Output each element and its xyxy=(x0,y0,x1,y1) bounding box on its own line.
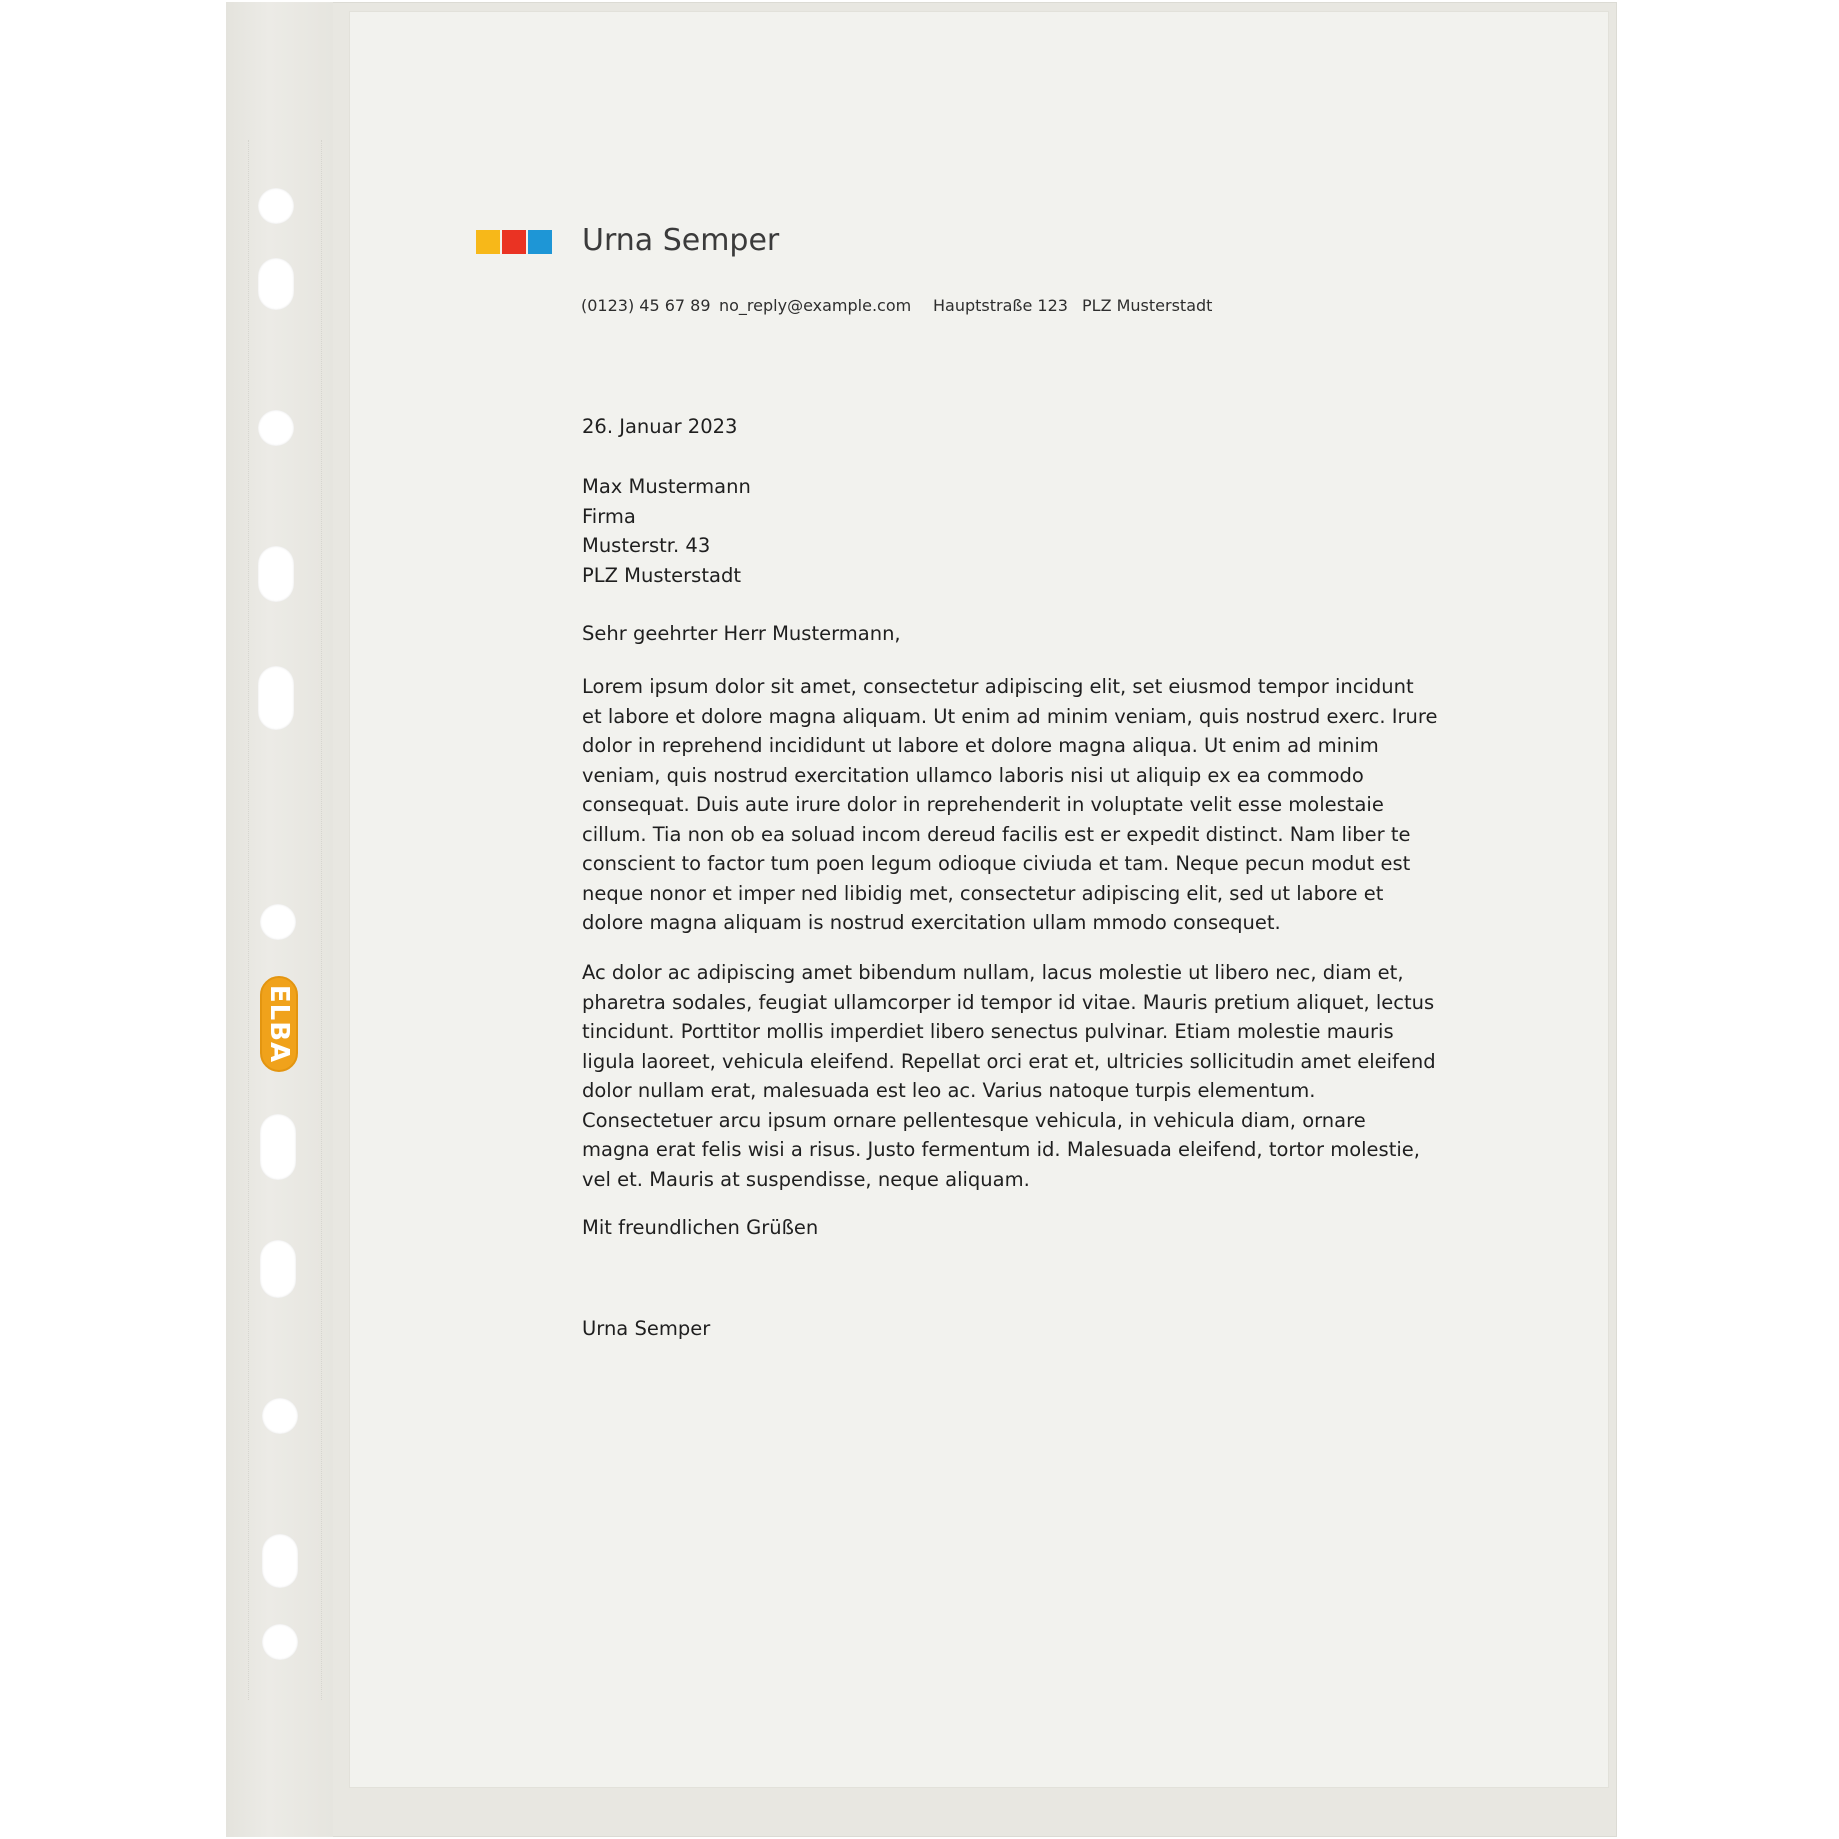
paragraph-line: consequat. Duis aute irure dolor in reprehenderit in voluptate velit esse molestaie xyxy=(582,793,1384,816)
punch-hole xyxy=(262,1534,298,1588)
binding-strip-seam xyxy=(321,140,325,1700)
punch-hole xyxy=(258,666,294,730)
paragraph-line: Ac dolor ac adipiscing amet bibendum nullam, lacus molestie ut libero nec, diam et, xyxy=(582,961,1404,984)
brand-logo-badge xyxy=(260,976,298,1072)
paragraph-line: neque nonor et imper ned libidig met, consectetur adipiscing elit, sed ut labore et xyxy=(582,881,1384,905)
color-squares-logo xyxy=(476,230,554,254)
punch-hole xyxy=(262,1624,298,1660)
paragraph-line: dolore magna aliquam is nostrud exercitation ullam mmodo consequet. xyxy=(582,911,1281,934)
signature-name: Urna Semper xyxy=(582,1317,711,1340)
logo-square-blue xyxy=(528,230,552,254)
logo-square-yellow xyxy=(476,230,500,254)
sender-street: Hauptstraße 123 xyxy=(933,296,1068,315)
brand-logo-text: ELBA xyxy=(264,984,294,1064)
letter-date: 26. Januar 2023 xyxy=(582,415,738,438)
recipient-line: Firma xyxy=(582,504,636,528)
paragraph-line: pharetra sodales, feugiat ullamcorper id tempor id vitae. Mauris pretium aliquet, lectus xyxy=(582,990,1435,1014)
paragraph-line: cillum. Tia non ob ea soluad incom dereud facilis est er expedit distinct. Nam liber te xyxy=(582,822,1411,846)
paragraph-line: dolor in reprehend incididunt ut labore et dolore magna aliqua. Ut enim ad minim xyxy=(582,734,1379,757)
paragraph-line: tincidunt. Porttitor mollis imperdiet libero senectus pulvinar. Etiam molestie mauris xyxy=(582,1020,1394,1043)
paragraph-line: dolor nullam erat, malesuada est leo ac. Varius natoque turpis elementum. xyxy=(582,1079,1316,1102)
binding-strip-seam xyxy=(248,140,252,1700)
paragraph-line: ligula laoreet, vehicula eleifend. Repellat orci erat et, ultricies sollicitudin amet eleifend xyxy=(582,1049,1436,1073)
punch-hole xyxy=(258,546,294,602)
recipient-line: Max Mustermann xyxy=(582,475,751,498)
closing-phrase: Mit freundlichen Grüßen xyxy=(582,1216,819,1239)
logo-square-red xyxy=(502,230,526,254)
recipient-line: PLZ Musterstadt xyxy=(582,563,741,587)
sender-city: PLZ Musterstadt xyxy=(1082,296,1213,315)
paragraph-line: et labore et dolore magna aliquam. Ut enim ad minim veniam, quis nostrud exerc. Irure xyxy=(582,704,1438,728)
punch-hole xyxy=(258,188,294,224)
recipient-address xyxy=(582,472,751,590)
punch-hole xyxy=(258,410,294,446)
paragraph-line: conscient to factor tum poen legum odioque civiuda et tam. Neque pecun modut est xyxy=(582,852,1411,875)
body-paragraph-2 xyxy=(582,958,1436,1194)
paragraph-line: vel et. Mauris at suspendisse, neque aliquam. xyxy=(582,1167,1030,1191)
punch-hole xyxy=(260,1240,296,1298)
punch-hole xyxy=(260,904,296,940)
sender-email: no_reply@example.com xyxy=(719,296,912,315)
paragraph-line: Lorem ipsum dolor sit amet, consectetur adipiscing elit, set eiusmod tempor incidunt xyxy=(582,675,1414,698)
paragraph-line: veniam, quis nostrud exercitation ullamco laboris nisi ut aliquip ex ea commodo xyxy=(582,763,1364,787)
paragraph-line: magna erat felis wisi a risus. Justo fermentum id. Malesuada eleifend, tortor molestie, xyxy=(582,1138,1420,1161)
punch-hole xyxy=(258,258,294,310)
salutation: Sehr geehrter Herr Mustermann, xyxy=(582,622,901,645)
paragraph-line: Consectetuer arcu ipsum ornare pellentesque vehicula, in vehicula diam, ornare xyxy=(582,1108,1366,1132)
punch-hole xyxy=(260,1114,296,1180)
sender-name: Urna Semper xyxy=(582,223,780,258)
recipient-line: Musterstr. 43 xyxy=(582,534,711,557)
body-paragraph-1 xyxy=(582,672,1438,938)
sender-phone: (0123) 45 67 89 xyxy=(581,296,711,315)
punch-hole xyxy=(262,1398,298,1434)
